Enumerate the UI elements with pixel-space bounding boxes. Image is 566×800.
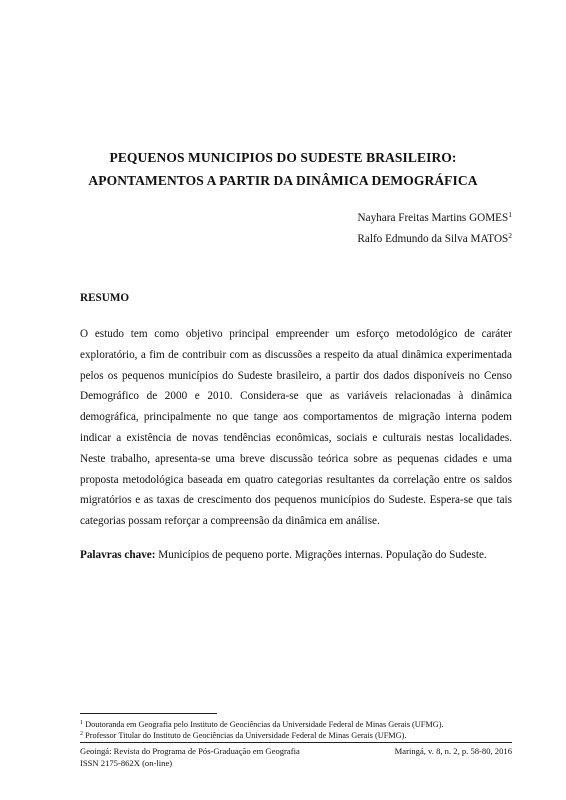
journal-name: Geoingá: Revista do Programa de Pós-Graduação em Geografia [80, 746, 300, 756]
abstract-line: migratórios e as taxas de crescimento dos pequenos municípios do Sudeste. Espera-se que tais [80, 494, 512, 507]
abstract-line: demográfica, principalmente no que tange aos comportamentos de migração interna podem [80, 411, 512, 424]
keywords-label: Palavras chave: [80, 549, 156, 561]
abstract-line: pelos os pequenos municípios do Sudeste brasileiro, a partir dos dados disponíveis no Censo [80, 369, 512, 382]
author-2 [357, 232, 512, 246]
journal-footer-divider [80, 742, 512, 743]
abstract-line: categorias possam reforçar a compreensão da dinâmica em análise. [80, 515, 380, 528]
journal-issn: ISSN 2175-862X (on-line) [80, 758, 173, 768]
abstract-heading: RESUMO [80, 292, 130, 304]
author-1-footnote-mark[interactable]: 1 [508, 210, 512, 219]
abstract-line: exploratório, a fim de contribuir com as discussões a respeito da atual dinâmica experimentada [80, 348, 512, 361]
author-1-name: Nayhara Freitas Martins GOMES [357, 212, 509, 224]
abstract-line: proposta metodológica baseada em quatro categorias resultantes da correlação entre os saldos [80, 473, 512, 486]
abstract-body [80, 327, 512, 535]
abstract-line: Neste trabalho, apresenta-se uma breve discussão teórica sobre as pequenas cidades e uma [80, 452, 512, 465]
footnote-2 [80, 731, 407, 741]
footnote-2-mark: 2 [80, 731, 83, 737]
abstract-line: Demográfico de 2000 e 2010. Considera-se que as variáveis relacionadas à dinâmica [80, 390, 512, 403]
footnote-1 [80, 720, 444, 730]
footnote-divider [80, 713, 217, 714]
keywords [80, 548, 487, 562]
author-1 [358, 211, 512, 225]
author-2-footnote-mark[interactable]: 2 [508, 231, 512, 240]
paper-title-line-1: PEQUENOS MUNICIPIOS DO SUDESTE BRASILEIRO: [109, 150, 457, 165]
author-2-name: Ralfo Edmundo da Silva MATOS [357, 233, 509, 245]
abstract-line: O estudo tem como objetivo principal empreender um esforço metodológico de caráter [80, 328, 512, 340]
footnote-1-mark: 1 [80, 720, 83, 726]
abstract-line: indicar a existência de novas tendências econômicas, sociais e culturais nestas localidades. [80, 431, 512, 444]
footnote-2-text: Professor Titular do Instituto de Geociências da Universidade Federal de Minas Gerais (UFMG). [83, 731, 407, 740]
journal-citation: Maringá, v. 8, n. 2, p. 58-80, 2016 [394, 746, 512, 756]
keywords-text: Municípios de pequeno porte. Migrações internas. População do Sudeste. [155, 549, 487, 561]
paper-title-line-2: APONTAMENTOS A PARTIR DA DINÂMICA DEMOGRÁFICA [88, 173, 478, 188]
footnote-1-text: Doutoranda em Geografia pelo Instituto de Geociências da Universidade Federal de Minas Gerais (UFMG). [83, 720, 444, 729]
